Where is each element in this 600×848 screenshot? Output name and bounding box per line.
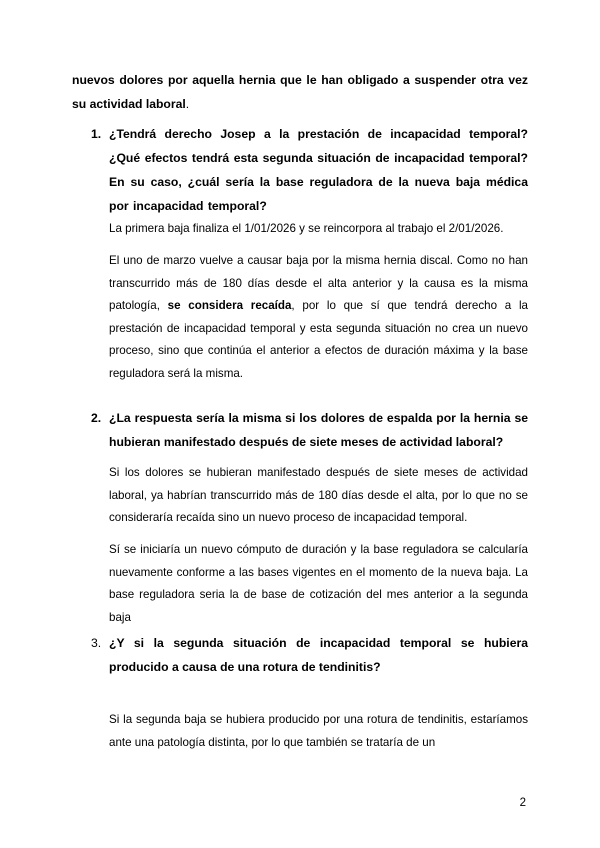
- intro-paragraph: [72, 68, 528, 116]
- intro-text: nuevos dolores por aquella hernia que le han obligado a suspender otra vez su actividad laboral: [72, 73, 528, 111]
- question-1-answer-1: La primera baja finaliza el 1/01/2026 y se reincorpora al trabajo el 2/01/2026.: [109, 222, 504, 235]
- question-2-answer-2: Sí se iniciaría un nuevo cómputo de duración y la base reguladora se calcularía nuevamente conforme a las bases vigentes en el momento de la nueva baja. La base reguladora seria la de base de cotización del mes anterior a la segunda baja: [109, 543, 528, 624]
- question-2-number: 2.: [91, 411, 102, 425]
- page-number: 2: [519, 797, 526, 809]
- question-2-text: ¿La respuesta sería la misma si los dolores de espalda por la hernia se hubieran manifestado después de siete meses de actividad laboral?: [109, 411, 528, 449]
- recaida-emphasis: se considera recaída: [167, 299, 292, 313]
- answer-2-text-before: El uno de marzo vuelve a causar baja por la misma hernia discal. Como no han transcurrido más de 180 días desde el alta anterior y la causa es la misma patología,: [109, 254, 528, 313]
- question-1-text: ¿Tendrá derecho Josep a la prestación de incapacidad temporal? ¿Qué efectos tendrá esta segunda situación de incapacidad temporal? En su caso, ¿cuál sería la base reguladora de la nueva baja médica por incapacidad temporal?: [109, 127, 528, 213]
- question-1-number: 1.: [91, 127, 102, 141]
- question-3-answer-1: Si la segunda baja se hubiera producido por una rotura de tendinitis, estaríamos ante una patología distinta, por lo que también se trataría de un: [109, 713, 528, 749]
- question-2-answer-1: Si los dolores se hubieran manifestado después de siete meses de actividad laboral, ya habrían transcurrido más de 180 días desde el alta, por lo que no se consideraría recaída sino un nuevo proceso de incapacidad temporal.: [109, 466, 528, 525]
- intro-period: .: [185, 97, 190, 111]
- question-3-number: 3.: [91, 636, 102, 650]
- question-3-text: ¿Y si la segunda situación de incapacidad temporal se hubiera producido a causa de una rotura de tendinitis?: [109, 636, 528, 674]
- question-1-answer-2: [109, 250, 528, 386]
- answer-2-text-after: , por lo que sí que tendrá derecho a la prestación de incapacidad temporal y esta segunda situación no crea un nuevo proceso, sino que continúa el anterior a efectos de duración máxima y la base reguladora será la misma.: [109, 299, 528, 380]
